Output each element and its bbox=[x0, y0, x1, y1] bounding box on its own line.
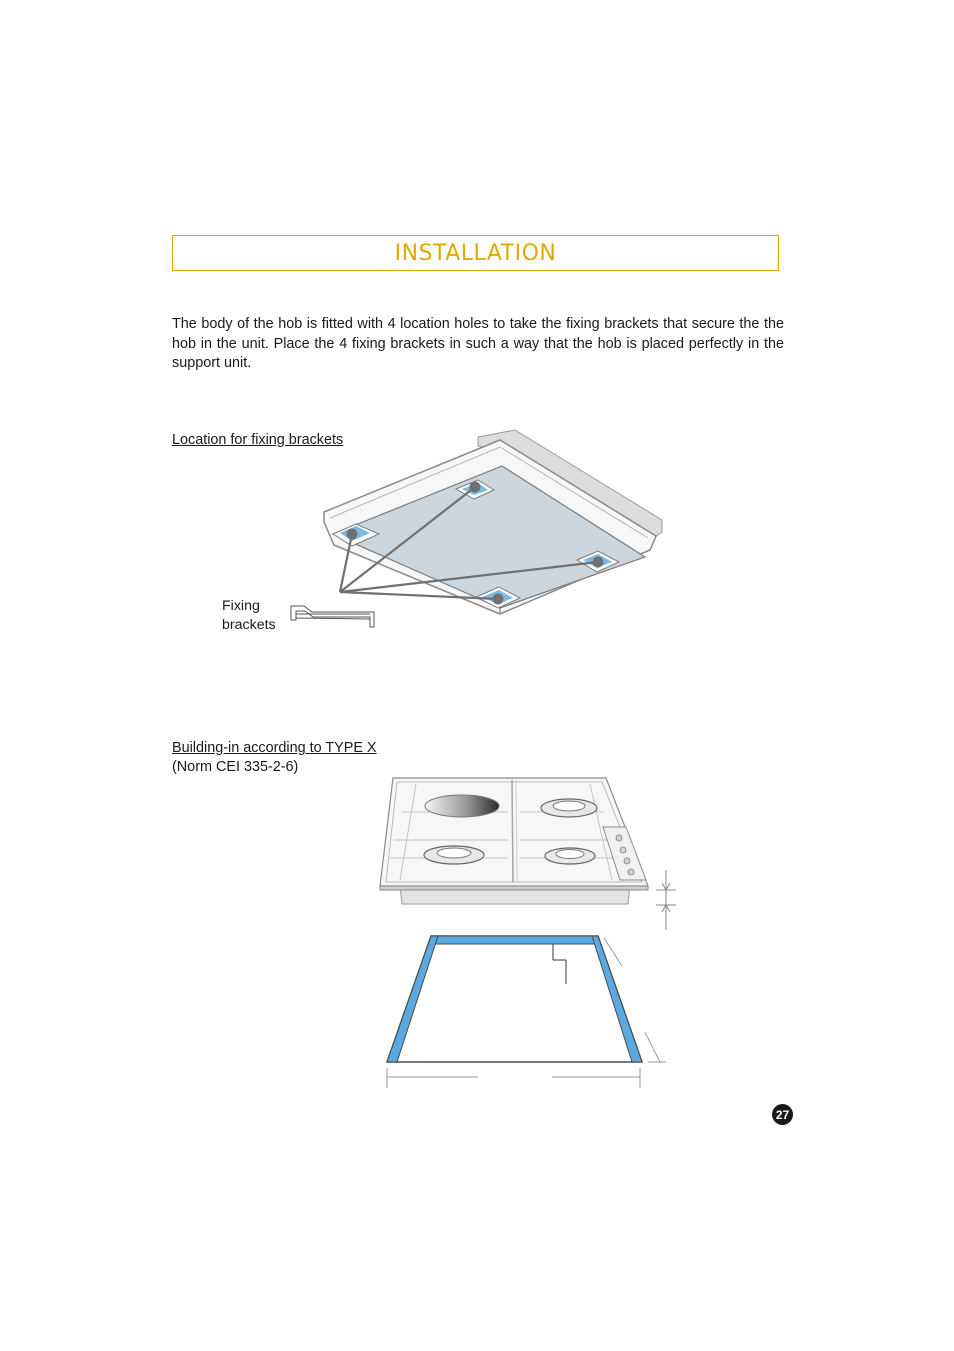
fixing-label-line2: brackets bbox=[222, 617, 276, 633]
burner-front-right bbox=[545, 848, 595, 864]
cutout-illustration bbox=[387, 936, 666, 1088]
fixing-bracket-icon bbox=[291, 606, 374, 627]
burner-front-left bbox=[424, 846, 484, 864]
page-title: INSTALLATION bbox=[394, 240, 557, 266]
burner-back-right bbox=[541, 799, 597, 817]
hob-top-illustration bbox=[380, 778, 676, 930]
page-number-badge bbox=[772, 1104, 793, 1125]
height-dimension bbox=[656, 870, 676, 930]
building-in-heading: Building-in according to TYPE X bbox=[172, 740, 377, 756]
intro-paragraph: The body of the hob is fitted with 4 location holes to take the fixing brackets that secure the the hob in the unit. Place the 4 fixing brackets in such a way that the hob is placed perfectly in the support unit. bbox=[172, 316, 784, 371]
page-number: 27 bbox=[775, 1107, 790, 1122]
fixing-brackets-heading: Location for fixing brackets bbox=[172, 432, 344, 448]
fixing-label-line1: Fixing bbox=[222, 598, 260, 614]
norm-reference: (Norm CEI 335-2-6) bbox=[172, 759, 299, 775]
hob-underside-illustration bbox=[291, 430, 662, 627]
